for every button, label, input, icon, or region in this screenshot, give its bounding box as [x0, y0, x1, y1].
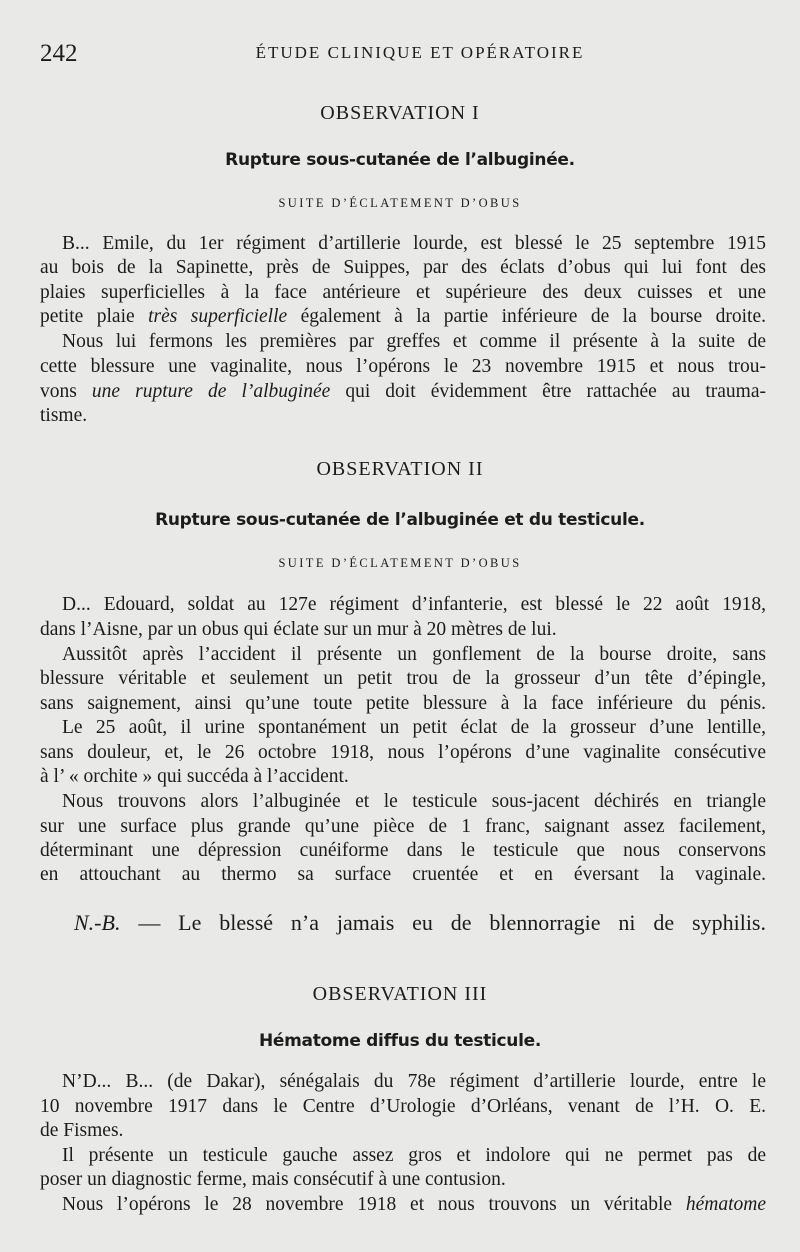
- paragraph-line: dans l’Aisne, par un obus qui éclate sur un mur à 20 mètres de lui.: [40, 619, 557, 640]
- paragraph-line: au bois de la Sapinette, près de Suippes, par des éclats d’obus qui lui font des: [40, 257, 766, 278]
- running-title: ÉTUDE CLINIQUE ET OPÉRATOIRE: [255, 43, 585, 62]
- nota-bene: N.-B. — Le blessé n’a jamais eu de blennorragie ni de syphilis.: [74, 910, 766, 935]
- observation-1-cause: SUITE D’ÉCLATEMENT D’OBUS: [278, 196, 522, 210]
- paragraph-line: petite plaie très superficielle également à la partie inférieure de la bourse droite.: [40, 306, 766, 327]
- observation-1-title: OBSERVATION I: [320, 102, 480, 124]
- observation-1-subtitle: Rupture sous-cutanée de l’albuginée.: [225, 150, 575, 170]
- italic-emphasis: une rupture de l’albuginée: [91, 381, 331, 402]
- paragraph-line: sur une surface plus grande qu’une pièce de 1 franc, saignant assez facilement,: [40, 816, 766, 837]
- observation-3-subtitle: Hématome diffus du testicule.: [258, 1031, 542, 1051]
- page-header: [40, 40, 760, 70]
- observation-2-cause: SUITE D’ÉCLATEMENT D’OBUS: [278, 556, 522, 570]
- paragraph-line: vons une rupture de l’albuginée qui doit évidemment être rattachée au trauma-: [40, 381, 766, 402]
- paragraph-line: Nous trouvons alors l’albuginée et le testicule sous-jacent déchirés en triangle: [62, 791, 766, 812]
- paragraph-line: blessure véritable et seulement un petit trou de la grosseur d’un tête d’épingle,: [40, 668, 766, 689]
- page-number: 242: [40, 40, 78, 67]
- paragraph-line: Nous lui fermons les premières par greffes et comme il présente à la suite de: [62, 331, 766, 352]
- paragraph-line: de Fismes.: [40, 1120, 124, 1141]
- observation-3-title: OBSERVATION III: [312, 983, 488, 1005]
- italic-emphasis: hématome: [685, 1194, 766, 1215]
- paragraph-line: plaies superficielles à la face antérieure et supérieure des deux cuisses et une: [40, 282, 766, 303]
- paragraph-line: B... Emile, du 1er régiment d’artillerie lourde, est blessé le 25 septembre 1915: [62, 233, 766, 254]
- paragraph-line: N’D... B... (de Dakar), sénégalais du 78e régiment d’artillerie lourde, entre le: [62, 1071, 766, 1092]
- paragraph-line: Aussitôt après l’accident il présente un gonflement de la bourse droite, sans: [62, 644, 766, 665]
- italic-emphasis: très superficielle: [148, 306, 288, 327]
- observation-2-subtitle: Rupture sous-cutanée de l’albuginée et du testicule.: [155, 510, 645, 530]
- paragraph-line: déterminant une dépression cunéiforme dans le testicule que nous conservons: [40, 840, 766, 861]
- paragraph-line: 10 novembre 1917 dans le Centre d’Urologie d’Orléans, venant de l’H. O. E.: [40, 1096, 766, 1117]
- paragraph-line: tisme.: [40, 405, 88, 426]
- paragraph-line: cette blessure une vaginalite, nous l’opérons le 23 novembre 1915 et nous trou-: [40, 356, 766, 377]
- paragraph-line: sans douleur, et, le 26 octobre 1918, nous l’opérons d’une vaginalite consécutive: [40, 742, 766, 763]
- paragraph-line: poser un diagnostic ferme, mais consécutif à une contusion.: [40, 1169, 506, 1190]
- paragraph-line: sans saignement, ainsi qu’une toute petite blessure à la face inférieure du pénis.: [40, 693, 766, 714]
- paragraph-line: Nous l’opérons le 28 novembre 1918 et nous trouvons un véritable hématome: [62, 1194, 766, 1215]
- paragraph-line: en attouchant au thermo sa surface cruentée et en éversant la vaginale.: [40, 864, 766, 885]
- paragraph-line: Le 25 août, il urine spontanément un petit éclat de la grosseur d’une lentille,: [62, 717, 766, 738]
- paragraph-line: Il présente un testicule gauche assez gros et indolore qui ne permet pas de: [62, 1145, 766, 1166]
- nota-bene-label: N.-B.: [74, 910, 121, 935]
- observation-2-title: OBSERVATION II: [316, 458, 484, 480]
- paragraph-line: à l’ « orchite » qui succéda à l’accident.: [40, 766, 349, 787]
- paragraph-line: D... Edouard, soldat au 127e régiment d’infanterie, est blessé le 22 août 1918,: [62, 594, 766, 615]
